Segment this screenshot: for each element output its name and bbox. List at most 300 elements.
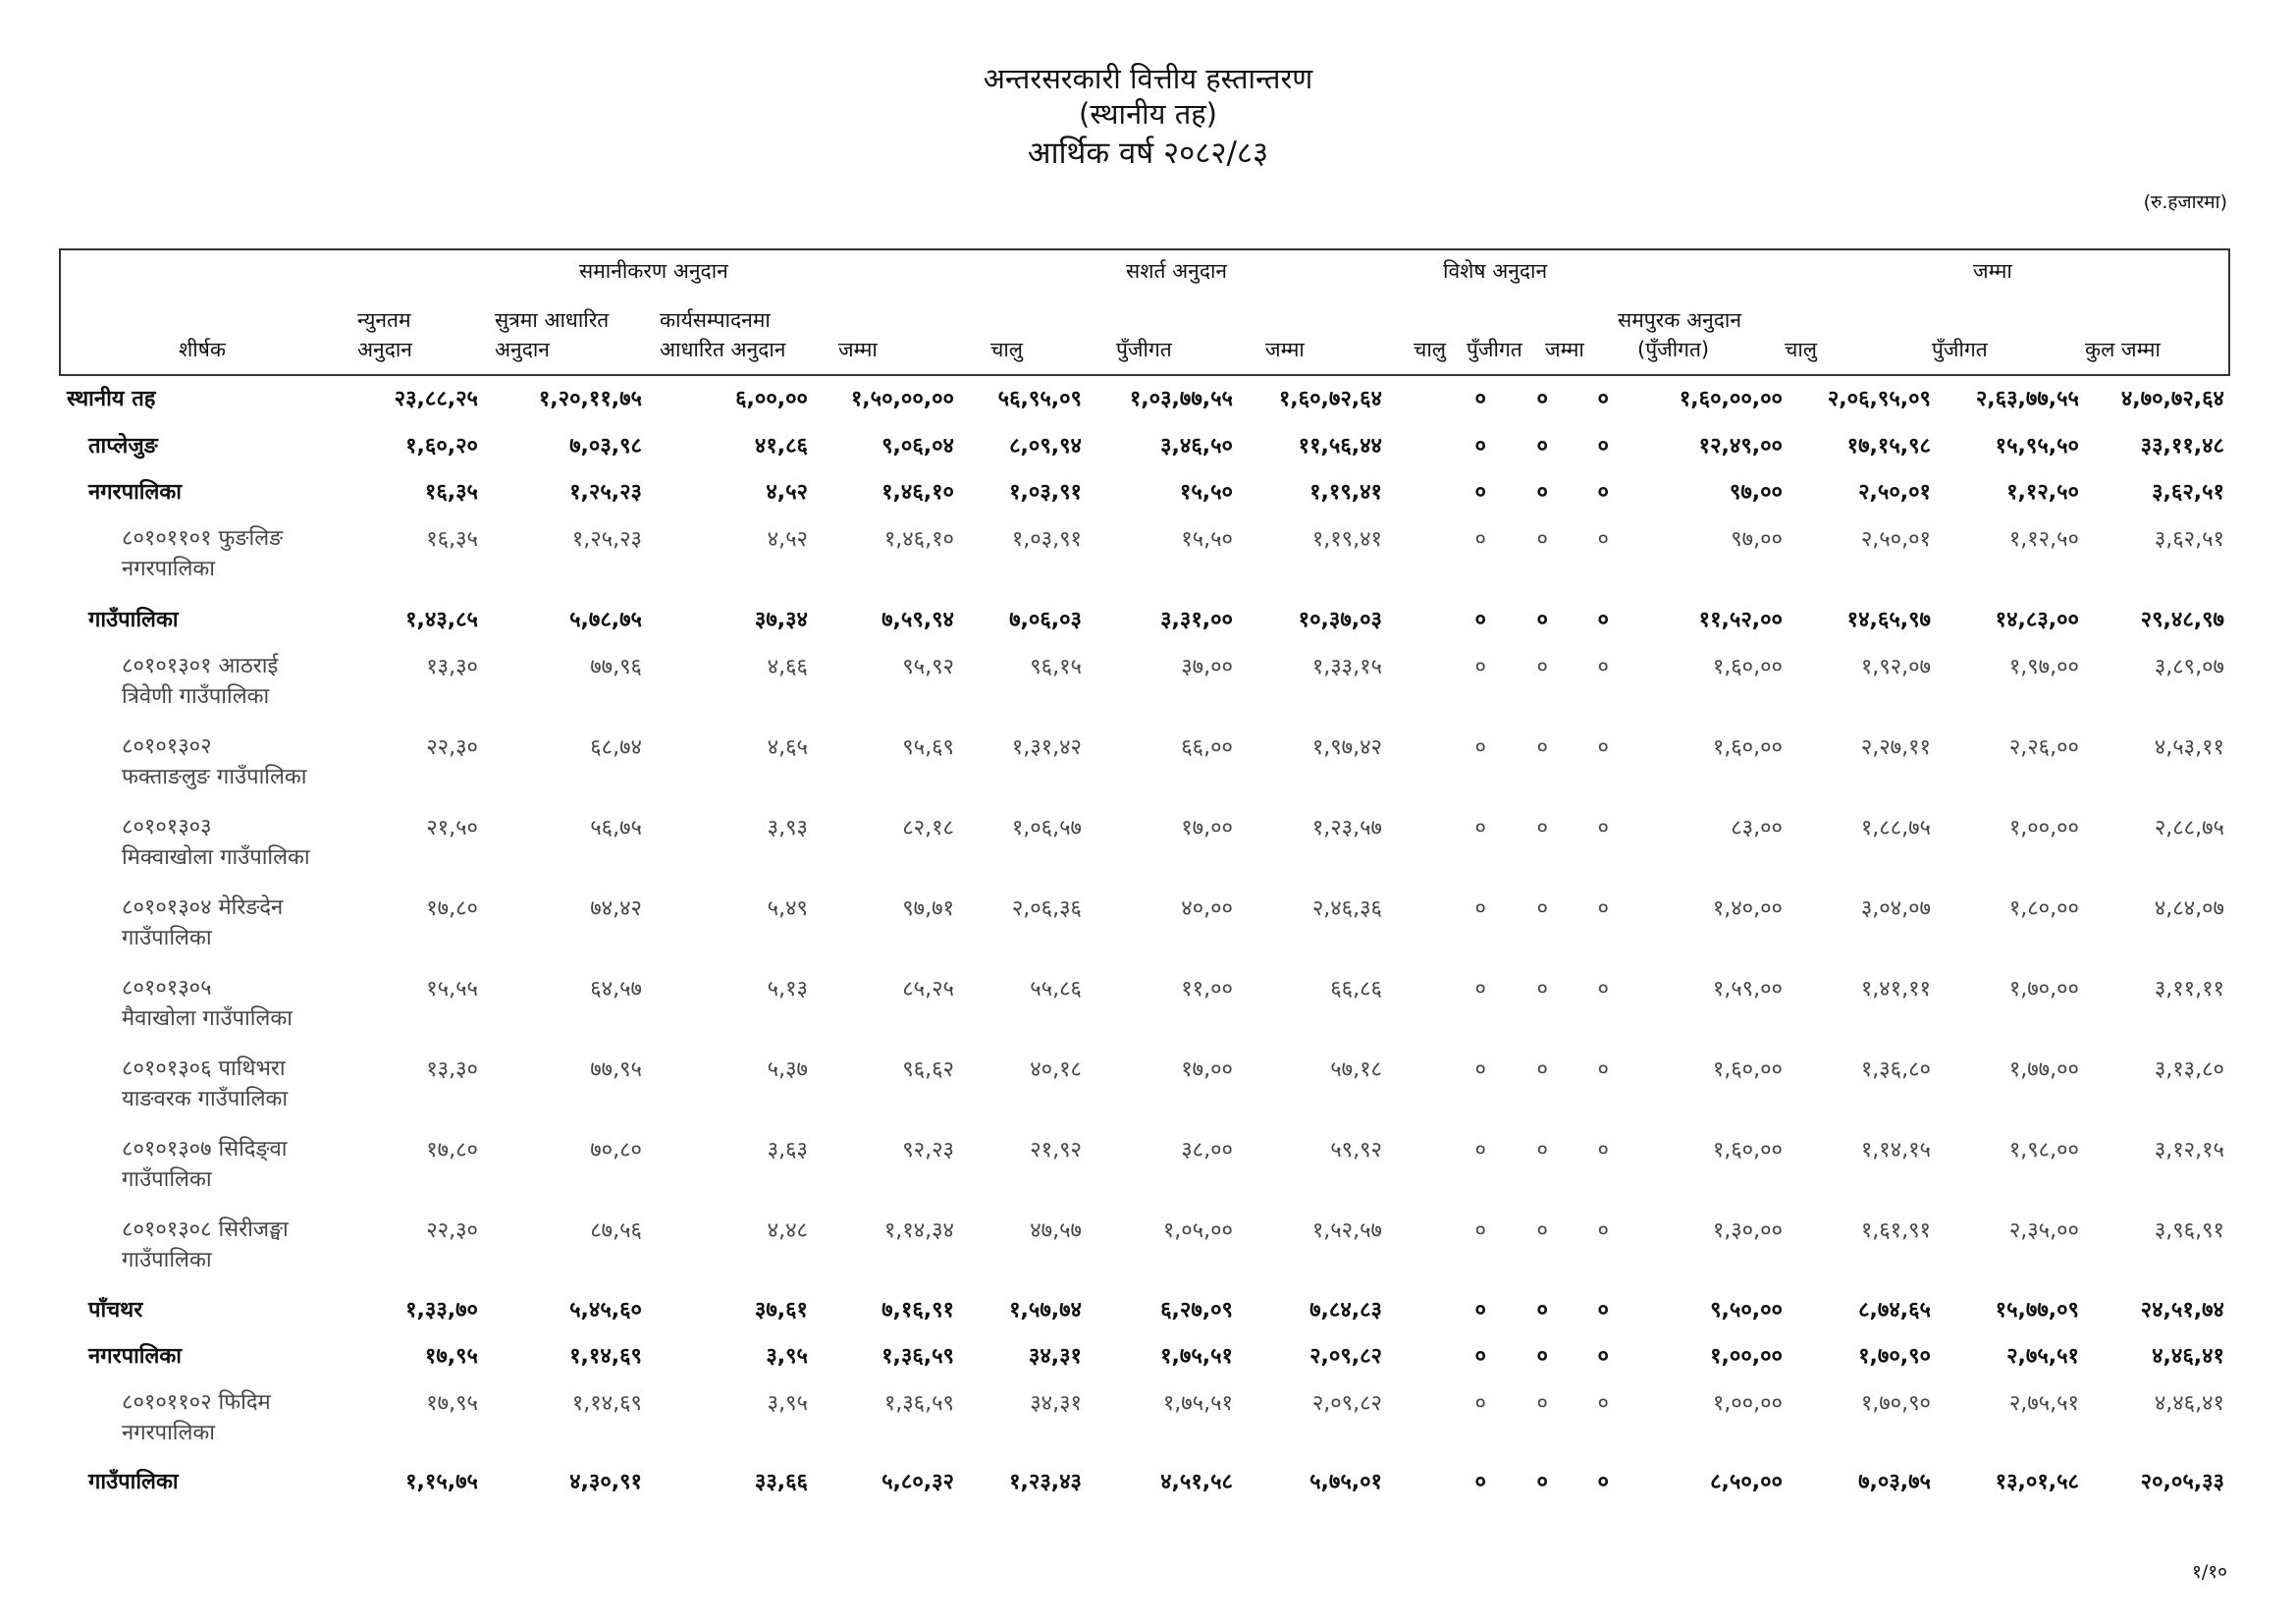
cell-sp-capital: ०	[1536, 1218, 1548, 1243]
cell-tot-grand: ३,६२,५१	[2154, 527, 2224, 552]
cell-min-grant: १,४३,८५	[405, 608, 478, 632]
row-label-line1: ८०१०१३०७ सिदिङ्वा	[122, 1137, 288, 1162]
cell-cond-current: ७,०६,०३	[1009, 608, 1082, 632]
report-title-block	[0, 61, 2296, 171]
cell-eq-total: ९५,९२	[902, 655, 954, 679]
cell-performance: ४,५२	[766, 480, 808, 505]
cell-cond-total: ११,५६,४४	[1298, 434, 1382, 459]
cell-cond-capital: १,७५,५१	[1160, 1344, 1233, 1369]
cell-performance: ४,६६	[767, 655, 808, 679]
cell-formula: ६४,५७	[590, 977, 642, 1001]
cell-tot-current: २,५०,०१	[1858, 480, 1931, 505]
cell-sp-current: ०	[1474, 1391, 1486, 1416]
cell-formula: १,१४,६९	[569, 1344, 642, 1369]
cell-formula: ६८,७४	[590, 735, 642, 760]
cell-performance: ४,४८	[767, 1218, 808, 1243]
cell-tot-capital: १३,०१,५८	[1995, 1470, 2079, 1494]
cell-cond-total: ५,७५,०१	[1309, 1470, 1382, 1494]
cell-cond-current: ३४,३१	[1028, 1344, 1082, 1369]
cell-tot-current: ७,०३,७५	[1858, 1470, 1931, 1494]
cell-min-grant: १३,३०	[426, 655, 478, 679]
cell-formula: ७४,४२	[590, 896, 642, 921]
cell-eq-total: १,१४,३४	[883, 1218, 954, 1243]
cell-cond-total: १,२३,५७	[1311, 816, 1382, 840]
cell-cond-capital: १,०५,००	[1162, 1218, 1233, 1243]
group-total: जम्मा	[1973, 259, 2012, 283]
cell-eq-total: १,३६,५९	[881, 1344, 954, 1369]
cell-cond-capital: १७,००	[1181, 816, 1233, 840]
cell-formula: १,२५,२३	[571, 527, 642, 552]
cell-cond-total: २,०९,८२	[1311, 1391, 1382, 1416]
table-row	[59, 1215, 2230, 1283]
cell-sp-current: ०	[1474, 816, 1486, 840]
cell-sp-current: ०	[1474, 1344, 1486, 1369]
cell-performance: ३७,३४	[754, 608, 808, 632]
cell-formula: ५,७८,७५	[569, 608, 642, 632]
col-complementary-line2: (पुँजीगत)	[1637, 338, 1710, 361]
cell-complementary: १,३०,००	[1712, 1218, 1783, 1243]
cell-cond-total: ६६,८६	[1330, 977, 1382, 1001]
cell-formula: ७७,९५	[590, 1057, 642, 1082]
cell-performance: ५,४९	[767, 896, 808, 921]
cell-sp-current: ०	[1474, 387, 1486, 411]
table-row	[59, 1294, 2230, 1333]
cell-tot-current: ८,७४,६५	[1858, 1298, 1931, 1323]
cell-tot-grand: ४,५३,११	[2154, 735, 2224, 760]
cell-tot-current: १,१४,१५	[1860, 1138, 1931, 1163]
cell-min-grant: १,१५,७५	[405, 1470, 478, 1494]
cell-min-grant: १७,८०	[426, 896, 478, 921]
cell-min-grant: १,३३,७०	[405, 1298, 478, 1323]
row-label-line2: त्रिवेणी गाउँपालिका	[122, 684, 270, 709]
table-row	[59, 1340, 2230, 1380]
cell-sp-total: ०	[1597, 434, 1609, 459]
cell-tot-capital: १,७७,००	[2008, 1057, 2079, 1082]
cell-sp-capital: ०	[1536, 608, 1548, 632]
cell-sp-capital: ०	[1536, 527, 1548, 552]
row-label-line2: गाउँपालिका	[122, 1248, 212, 1272]
cell-cond-current: १,३१,४२	[1011, 735, 1082, 760]
cell-tot-grand: ३,१३,८०	[2154, 1057, 2224, 1082]
cell-cond-capital: ३८,००	[1181, 1138, 1233, 1163]
cell-cond-capital: ४,५१,५८	[1160, 1470, 1233, 1494]
cell-cond-capital: ११,००	[1181, 977, 1233, 1001]
row-label: नगरपालिका	[88, 480, 182, 505]
row-label: गाउँपालिका	[88, 608, 179, 632]
cell-tot-capital: १,८०,००	[2008, 896, 2079, 921]
cell-tot-capital: १,९७,००	[2008, 655, 2079, 679]
cell-formula: १,२०,११,७५	[538, 387, 642, 411]
cell-sp-capital: ०	[1536, 1138, 1548, 1163]
cell-eq-total: ५,८०,३२	[881, 1470, 954, 1494]
cell-tot-current: १,९२,०७	[1860, 655, 1931, 679]
cell-tot-current: १,८८,७५	[1860, 816, 1931, 840]
cell-tot-grand: २९,४८,९७	[2140, 608, 2224, 632]
cell-cond-current: १,५७,७४	[1009, 1298, 1082, 1323]
row-label-line2: फक्ताङलुङ गाउँपालिका	[122, 765, 307, 789]
table-row	[59, 1134, 2230, 1203]
cell-sp-total: ०	[1597, 896, 1609, 921]
cell-complementary: १,६०,००	[1712, 1138, 1783, 1163]
table-row	[59, 1054, 2230, 1122]
cell-tot-current: १४,६५,९७	[1846, 608, 1931, 632]
row-label-line1: ८०१०११०१ फुङलिङ	[122, 526, 284, 551]
col-performance-line2: आधारित अनुदान	[660, 338, 786, 361]
cell-tot-current: २,०६,९५,०९	[1827, 387, 1931, 411]
cell-cond-current: १,०३,९१	[1011, 527, 1082, 552]
cell-formula: १,१४,६९	[571, 1391, 642, 1416]
cell-cond-current: ४०,१८	[1030, 1057, 1082, 1082]
cell-formula: ५६,७५	[590, 816, 642, 840]
cell-cond-capital: १,०३,७७,५५	[1129, 387, 1233, 411]
cell-tot-capital: १५,७७,०९	[1995, 1298, 2079, 1323]
cell-tot-grand: २०,०५,३३	[2140, 1470, 2224, 1494]
cell-tot-capital: १,९८,००	[2008, 1138, 2079, 1163]
table-row	[59, 383, 2230, 422]
cell-min-grant: २१,५०	[426, 816, 478, 840]
cell-tot-current: १,३६,८०	[1860, 1057, 1931, 1082]
row-label: ताप्लेजुङ	[88, 434, 158, 459]
cell-sp-current: ०	[1474, 434, 1486, 459]
cell-tot-capital: २,२६,००	[2008, 735, 2079, 760]
col-sp-current: चालु	[1414, 338, 1447, 361]
cell-eq-total: १,३६,५९	[883, 1391, 954, 1416]
cell-formula: ७०,८०	[590, 1138, 642, 1163]
cell-tot-current: १,७०,९०	[1860, 1391, 1931, 1416]
cell-complementary: १,४०,००	[1712, 896, 1783, 921]
cell-eq-total: १,५०,००,००	[850, 387, 954, 411]
cell-sp-total: ०	[1597, 977, 1609, 1001]
table-row	[59, 1387, 2230, 1456]
row-label: पाँचथर	[88, 1298, 143, 1323]
row-label-line1: ८०१०१३०५	[122, 976, 212, 1001]
cell-sp-capital: ०	[1536, 655, 1548, 679]
cell-tot-current: ३,०४,०७	[1860, 896, 1931, 921]
cell-eq-total: ९५,६९	[902, 735, 954, 760]
cell-complementary: १,६०,००	[1712, 1057, 1783, 1082]
cell-sp-total: ०	[1597, 1470, 1609, 1494]
cell-min-grant: १७,८०	[426, 1138, 478, 1163]
cell-cond-capital: ३७,००	[1181, 655, 1233, 679]
cell-tot-grand: ३,११,११	[2154, 977, 2224, 1001]
cell-sp-capital: ०	[1536, 1391, 1548, 1416]
cell-cond-capital: ३,३१,००	[1160, 608, 1233, 632]
cell-eq-total: ७,१६,९१	[881, 1298, 954, 1323]
unit-note: (रु.हजारमा)	[2143, 191, 2227, 213]
cell-min-grant: १६,३५	[426, 527, 478, 552]
cell-cond-capital: ३,४६,५०	[1160, 434, 1233, 459]
cell-sp-capital: ०	[1536, 896, 1548, 921]
cell-min-grant: १,६०,२०	[405, 434, 478, 459]
cell-formula: ५,४५,६०	[569, 1298, 642, 1323]
cell-min-grant: १७,९५	[426, 1391, 478, 1416]
row-label-line2: गाउँपालिका	[122, 926, 212, 950]
cell-min-grant: २२,३०	[426, 1218, 478, 1243]
cell-tot-capital: १,००,००	[2008, 816, 2079, 840]
table-row	[59, 731, 2230, 800]
table-row	[59, 651, 2230, 720]
cell-sp-capital: ०	[1536, 735, 1548, 760]
cell-cond-total: १,९७,४२	[1311, 735, 1382, 760]
cell-min-grant: १६,३५	[424, 480, 478, 505]
cell-sp-capital: ०	[1536, 387, 1548, 411]
cell-tot-capital: १,१२,५०	[2008, 527, 2079, 552]
cell-tot-grand: ४,४६,४१	[2154, 1391, 2224, 1416]
cell-complementary: १,००,००	[1712, 1391, 1783, 1416]
cell-eq-total: १,४६,१०	[881, 480, 954, 505]
row-label: स्थानीय तह	[67, 387, 156, 411]
cell-cond-current: १,०६,५७	[1011, 816, 1082, 840]
cell-cond-capital: ४०,००	[1181, 896, 1233, 921]
cell-sp-current: ०	[1474, 977, 1486, 1001]
cell-cond-total: १,५२,५७	[1311, 1218, 1382, 1243]
cell-sp-capital: ०	[1536, 1470, 1548, 1494]
cell-sp-total: ०	[1597, 1138, 1609, 1163]
cell-sp-current: ०	[1474, 1298, 1486, 1323]
table-row	[59, 523, 2230, 592]
cell-tot-grand: ४,८४,०७	[2154, 896, 2224, 921]
col-cond-current: चालु	[990, 338, 1024, 361]
row-label-line1: ८०१०११०२ फिदिम	[122, 1390, 271, 1415]
cell-complementary: ८,५०,००	[1710, 1470, 1783, 1494]
cell-min-grant: १३,३०	[426, 1057, 478, 1082]
row-label-line1: ८०१०१३०४ मेरिङदेन	[122, 895, 284, 920]
cell-cond-current: ५५,८६	[1030, 977, 1082, 1001]
cell-performance: ६,००,००	[735, 387, 808, 411]
cell-cond-capital: १५,५०	[1181, 527, 1233, 552]
cell-min-grant: १५,५५	[426, 977, 478, 1001]
cell-tot-grand: ३,१२,१५	[2154, 1138, 2224, 1163]
cell-sp-current: ०	[1474, 655, 1486, 679]
cell-tot-capital: २,७५,५१	[2008, 1391, 2079, 1416]
cell-min-grant: २२,३०	[426, 735, 478, 760]
group-equalization: समानीकरण अनुदान	[579, 259, 728, 283]
cell-tot-grand: २४,५१,७४	[2140, 1298, 2224, 1323]
col-min-grant-line2: अनुदान	[357, 338, 412, 361]
cell-tot-current: १,७०,९०	[1858, 1344, 1931, 1369]
cell-cond-total: १,१९,४१	[1311, 527, 1382, 552]
row-label-line1: ८०१०१३०८ सिरीजङ्घा	[122, 1217, 289, 1242]
table-row	[59, 604, 2230, 643]
cell-cond-capital: १५,५०	[1179, 480, 1233, 505]
cell-sp-capital: ०	[1536, 816, 1548, 840]
cell-tot-current: १,६१,९१	[1860, 1218, 1931, 1243]
cell-tot-capital: १,१२,५०	[2006, 480, 2079, 505]
cell-sp-total: ०	[1597, 816, 1609, 840]
cell-sp-capital: ०	[1536, 434, 1548, 459]
cell-sp-total: ०	[1597, 1298, 1609, 1323]
page-number: १/१०	[2191, 1561, 2227, 1583]
cell-performance: ३,९५	[766, 1344, 808, 1369]
cell-cond-total: १,६०,७२,६४	[1278, 387, 1382, 411]
cell-sp-current: ०	[1474, 1470, 1486, 1494]
cell-performance: ३,६३	[767, 1138, 808, 1163]
col-cond-total: जम्मा	[1265, 338, 1305, 361]
cell-performance: ४,५२	[767, 527, 808, 552]
cell-sp-total: ०	[1597, 480, 1609, 505]
table-row	[59, 973, 2230, 1042]
cell-cond-capital: ६६,००	[1181, 735, 1233, 760]
cell-tot-current: २,२७,११	[1860, 735, 1931, 760]
cell-performance: ३,९५	[767, 1391, 808, 1416]
col-formula-line2: अनुदान	[495, 338, 550, 361]
cell-complementary: १,००,००	[1710, 1344, 1783, 1369]
cell-tot-grand: ४,७०,७२,६४	[2120, 387, 2224, 411]
cell-sp-current: ०	[1474, 480, 1486, 505]
cell-cond-current: ५६,९५,०९	[997, 387, 1082, 411]
cell-sp-capital: ०	[1536, 1344, 1548, 1369]
cell-tot-capital: १,७०,००	[2008, 977, 2079, 1001]
cell-tot-current: १,४१,११	[1860, 977, 1931, 1001]
cell-cond-current: २१,९२	[1030, 1138, 1082, 1163]
table-row	[59, 430, 2230, 469]
col-performance-line1: कार्यसम्पादनमा	[660, 308, 771, 332]
cell-sp-current: ०	[1474, 1138, 1486, 1163]
cell-eq-total: ८२,१८	[902, 816, 954, 840]
cell-tot-grand: ४,४६,४१	[2152, 1344, 2224, 1369]
col-heading: शीर्षक	[179, 338, 226, 361]
cell-eq-total: ९२,२३	[902, 1138, 954, 1163]
cell-performance: ३७,६१	[754, 1298, 808, 1323]
cell-complementary: १,६०,००	[1712, 735, 1783, 760]
cell-tot-grand: २,८८,७५	[2154, 816, 2224, 840]
group-special: विशेष अनुदान	[1443, 259, 1548, 283]
cell-complementary: १,६०,००,००	[1679, 387, 1783, 411]
cell-sp-capital: ०	[1536, 1298, 1548, 1323]
col-cond-capital: पुँजीगत	[1116, 338, 1172, 361]
cell-cond-capital: १७,००	[1181, 1057, 1233, 1082]
cell-sp-current: ०	[1474, 896, 1486, 921]
cell-tot-current: २,५०,०१	[1860, 527, 1931, 552]
cell-cond-total: २,०९,८२	[1309, 1344, 1382, 1369]
cell-cond-current: २,०६,३६	[1011, 896, 1082, 921]
cell-tot-grand: ३३,११,४८	[2140, 434, 2224, 459]
cell-sp-total: ०	[1597, 527, 1609, 552]
cell-sp-total: ०	[1597, 1344, 1609, 1369]
cell-tot-capital: २,७५,५१	[2006, 1344, 2079, 1369]
table-row	[59, 812, 2230, 881]
cell-sp-current: ०	[1474, 1057, 1486, 1082]
cell-cond-current: ९६,१५	[1030, 655, 1082, 679]
cell-sp-current: ०	[1474, 735, 1486, 760]
cell-formula: ४,३०,९१	[569, 1470, 642, 1494]
cell-sp-capital: ०	[1536, 1057, 1548, 1082]
cell-performance: ३३,६६	[754, 1470, 808, 1494]
cell-eq-total: ९,०६,०४	[881, 434, 954, 459]
col-eq-total: जम्मा	[838, 338, 878, 361]
cell-cond-total: १,१९,४१	[1309, 480, 1382, 505]
cell-sp-total: ०	[1597, 1218, 1609, 1243]
row-label-line1: ८०१०१३०६ पाथिभरा	[122, 1056, 286, 1081]
row-label: नगरपालिका	[88, 1344, 182, 1369]
cell-tot-grand: ३,६२,५१	[2152, 480, 2224, 505]
row-label-line2: याङवरक गाउँपालिका	[122, 1087, 289, 1111]
col-formula-line1: सुत्रमा आधारित	[495, 308, 610, 332]
cell-sp-total: ०	[1597, 608, 1609, 632]
cell-complementary: ९,५०,००	[1710, 1298, 1783, 1323]
cell-sp-current: ०	[1474, 608, 1486, 632]
table-row	[59, 893, 2230, 961]
cell-tot-grand: ३,९६,९१	[2154, 1218, 2224, 1243]
cell-sp-capital: ०	[1536, 977, 1548, 1001]
cell-formula: १,२५,२३	[569, 480, 642, 505]
col-tot-current: चालु	[1785, 338, 1818, 361]
row-label: गाउँपालिका	[88, 1470, 179, 1494]
cell-performance: ५,३७	[767, 1057, 808, 1082]
cell-formula: ८७,५६	[590, 1218, 642, 1243]
col-min-grant-line1: न्युनतम	[357, 308, 411, 332]
col-sp-total: जम्मा	[1545, 338, 1584, 361]
cell-tot-capital: २,३५,००	[2008, 1218, 2079, 1243]
table-header	[59, 248, 2230, 376]
cell-sp-total: ०	[1597, 655, 1609, 679]
cell-sp-total: ०	[1597, 387, 1609, 411]
cell-complementary: १,५९,००	[1712, 977, 1783, 1001]
row-label-line1: ८०१०१३०२	[122, 734, 212, 759]
cell-cond-total: २,४६,३६	[1311, 896, 1382, 921]
cell-min-grant: २३,८८,२५	[394, 387, 478, 411]
cell-cond-capital: ६,२७,०९	[1160, 1298, 1233, 1323]
cell-complementary: ८३,००	[1731, 816, 1783, 840]
cell-min-grant: १७,९५	[424, 1344, 478, 1369]
row-label-line2: नगरपालिका	[122, 557, 215, 581]
cell-cond-capital: १,७५,५१	[1162, 1391, 1233, 1416]
cell-complementary: १२,४९,००	[1698, 434, 1783, 459]
cell-sp-total: ०	[1597, 1391, 1609, 1416]
group-conditional: सशर्त अनुदान	[1126, 259, 1228, 283]
cell-cond-current: ४७,५७	[1030, 1218, 1082, 1243]
row-label-line2: मैवाखोला गाउँपालिका	[122, 1006, 293, 1031]
cell-sp-capital: ०	[1536, 480, 1548, 505]
cell-cond-current: ३४,३१	[1030, 1391, 1082, 1416]
cell-performance: ३,९३	[767, 816, 808, 840]
cell-eq-total: ९६,६२	[902, 1057, 954, 1082]
table-row	[59, 1466, 2230, 1505]
table-row	[59, 476, 2230, 515]
cell-cond-total: ५७,१८	[1330, 1057, 1382, 1082]
cell-complementary: ११,५२,००	[1698, 608, 1783, 632]
row-label-line2: गाउँपालिका	[122, 1167, 212, 1192]
cell-eq-total: ८५,२५	[902, 977, 954, 1001]
cell-formula: ७७,९६	[590, 655, 642, 679]
row-label-line2: मिक्वाखोला गाउँपालिका	[122, 845, 310, 870]
cell-complementary: ९७,००	[1729, 480, 1783, 505]
cell-cond-total: ७,८४,८३	[1309, 1298, 1382, 1323]
cell-tot-current: १७,१५,९८	[1846, 434, 1931, 459]
cell-cond-current: १,२३,४३	[1009, 1470, 1082, 1494]
cell-tot-capital: १४,८३,००	[1995, 608, 2079, 632]
cell-cond-current: १,०३,९१	[1009, 480, 1082, 505]
cell-sp-current: ०	[1474, 527, 1486, 552]
cell-cond-total: १,३३,१५	[1311, 655, 1382, 679]
cell-eq-total: १,४६,१०	[883, 527, 954, 552]
cell-eq-total: ७,५९,९४	[881, 608, 954, 632]
fiscal-year: आर्थिक वर्ष २०८२/८३	[1027, 135, 1269, 171]
row-label-line1: ८०१०१३०३	[122, 815, 212, 839]
report-subtitle: (स्थानीय तह)	[1079, 97, 1217, 131]
cell-sp-total: ०	[1597, 735, 1609, 760]
cell-sp-total: ०	[1597, 1057, 1609, 1082]
row-label-line2: नगरपालिका	[122, 1421, 215, 1445]
cell-cond-current: ८,०९,९४	[1009, 434, 1082, 459]
cell-eq-total: ९७,७१	[902, 896, 954, 921]
col-tot-capital: पुँजीगत	[1932, 338, 1988, 361]
col-sp-capital: पुँजीगत	[1467, 338, 1522, 361]
cell-formula: ७,०३,९८	[569, 434, 642, 459]
cell-complementary: १,६०,००	[1712, 655, 1783, 679]
cell-tot-grand: ३,८९,०७	[2154, 655, 2224, 679]
cell-performance: ५,१३	[767, 977, 808, 1001]
